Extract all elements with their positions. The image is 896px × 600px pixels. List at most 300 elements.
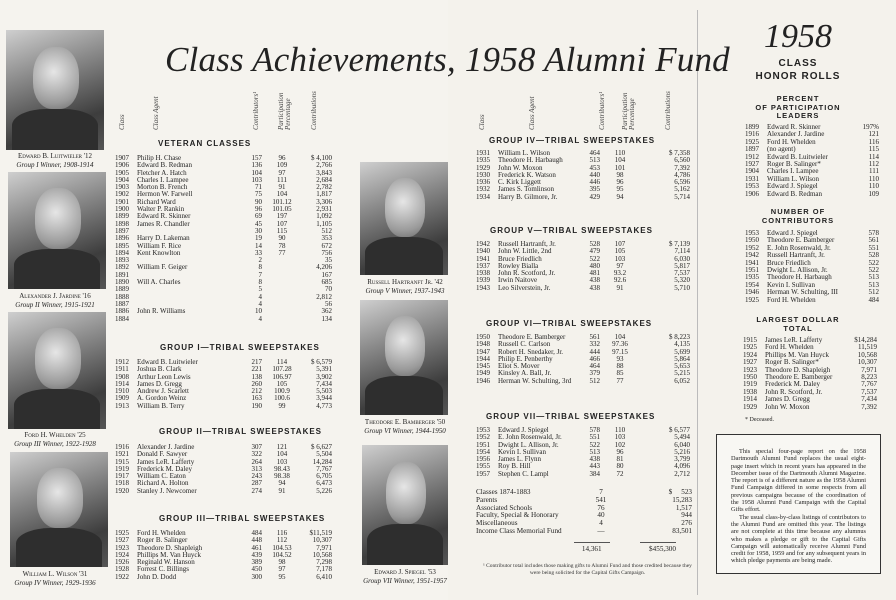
participation-pct: 107 <box>276 219 288 228</box>
class-agent: Edward B. Redman <box>137 161 193 170</box>
class-year: 1953 <box>745 182 759 191</box>
participation-pct: 98 <box>278 558 286 567</box>
class-year: 1950 <box>745 236 759 245</box>
contributions: 944 <box>681 511 692 520</box>
contributions: 7,298 <box>316 558 332 567</box>
class-year: 1884 <box>115 314 129 323</box>
col-header-contributors: Contributors¹ <box>598 91 606 130</box>
photo-caption: Edward B. Luitwieler '12 Group I Winner, 1908-1914 <box>16 152 94 169</box>
class-agent: Walter P. Rankin <box>137 205 185 214</box>
contributions: 5,503 <box>316 387 332 396</box>
contributions: 1,092 <box>316 212 332 221</box>
participation-pct: 77 <box>616 376 624 385</box>
section-heading-group4: GROUP IV—TRIBAL SWEEPSTAKES <box>489 136 656 145</box>
contributors: 217 <box>251 358 262 366</box>
class-year: 1911 <box>115 365 129 374</box>
class-agent: (no agent) <box>767 145 796 154</box>
class-agent: Fletcher A. Hatch <box>137 168 187 177</box>
col-header-contributions: Contributions <box>664 91 672 130</box>
class-agent: James S. Tomlinson <box>498 185 554 194</box>
class-year: 1927 <box>745 159 759 168</box>
class-agent: William F. Geiger <box>137 263 188 272</box>
class-agent: Frederick M. Daley <box>765 380 821 389</box>
contributions: 83,501 <box>672 526 692 535</box>
class-agent: James D. Gregg <box>137 379 182 388</box>
contributions: 6,052 <box>674 376 690 385</box>
class-year: 1946 <box>745 288 759 297</box>
participation-pct: 110 <box>614 149 626 157</box>
class-year: 1890 <box>115 278 129 287</box>
contributors: 7 <box>258 270 262 279</box>
class-year: 1951 <box>745 265 759 274</box>
photo-caption: Alexander J. Jardine '16 Group II Winner, 1915-1921 <box>15 292 95 309</box>
participation-pct: 103 <box>614 254 626 263</box>
contributors: 103 <box>251 175 262 184</box>
class-agent: Edward J. Spiegel <box>767 182 818 191</box>
table-row <box>115 488 332 495</box>
participation-pct: 105 <box>276 379 288 388</box>
class-year: 1914 <box>743 395 757 404</box>
participation-pct: 97.15 <box>612 347 628 356</box>
contributions: $11,519 <box>309 529 332 537</box>
participation-pct: 104.52 <box>272 550 292 559</box>
contributors: 8 <box>258 278 262 287</box>
class-agent: Charles I. Lampee <box>767 167 819 176</box>
class-year: 1946 <box>476 376 490 385</box>
class-agent: Charles I. Lampee <box>137 175 189 184</box>
contributions: $ 7,358 <box>669 149 690 157</box>
contributors: 10 <box>255 307 262 316</box>
class-year: 1947 <box>476 347 490 356</box>
value: 484 <box>868 295 879 304</box>
class-agent: Irwin Naitove <box>498 276 538 285</box>
contributions: 5,653 <box>674 362 690 371</box>
class-year: 1957 <box>476 469 490 478</box>
table-row <box>745 252 879 259</box>
contributors: 313 <box>251 464 262 473</box>
contributors: 481 <box>589 269 600 278</box>
class-agent: Bruce Friedlich <box>767 258 811 267</box>
contributions: $ 6,577 <box>669 426 690 434</box>
participation-pct: 101.05 <box>272 205 292 214</box>
participation-pct: 97 <box>278 565 286 574</box>
participation-pct: 97.36 <box>612 340 628 349</box>
honor-heading-line2: HONOR ROLLS <box>755 71 841 82</box>
participation-pct: 107 <box>614 240 626 248</box>
contributors: — <box>597 526 605 535</box>
class-agent: Eliot S. Mover <box>498 362 540 371</box>
class-agent: James LeR. Lafferty <box>765 336 823 344</box>
class-year: 1951 <box>476 440 490 449</box>
class-agent: E. John Rosenwald, Jr. <box>498 433 562 442</box>
contributors: 136 <box>251 161 262 170</box>
class-year: 1907 <box>115 154 129 162</box>
contributors: 522 <box>589 440 600 449</box>
contributors: 450 <box>251 565 262 574</box>
class-agent: Stanley J. Newcomer <box>137 486 197 495</box>
portrait-photo-jardine <box>8 172 106 289</box>
class-year: 1895 <box>115 241 129 250</box>
contributions: 7,434 <box>316 379 332 388</box>
class-year: 1927 <box>743 358 757 367</box>
class-agent: Arthur Leon Lewis <box>137 372 191 381</box>
participation-pct: 109 <box>276 161 288 170</box>
class-agent: Leo Silverstein, Jr. <box>498 283 551 292</box>
contributors: 480 <box>589 261 600 270</box>
honor-heading-line1: CLASS <box>778 58 818 69</box>
class-year: 1891 <box>115 270 129 279</box>
class-agent: Richard Ward <box>137 197 176 206</box>
photo-caption: Ford H. Whelden '25 Group III Winner, 1922-1928 <box>14 431 96 448</box>
class-agent: Reginald W. Hanson <box>137 558 195 567</box>
class-year: 1923 <box>115 543 129 552</box>
contributors: 461 <box>251 543 262 552</box>
contributors: 464 <box>589 362 600 371</box>
participation-pct: 114 <box>276 358 288 366</box>
class-agent: James LeR. Lafferty <box>137 457 195 466</box>
table-row <box>115 308 332 315</box>
contributions: 362 <box>321 307 332 316</box>
contributors: 264 <box>251 457 262 466</box>
heading-line: NUMBER OF <box>770 207 826 216</box>
class-agent: William F. Rice <box>137 241 182 250</box>
class-year: 1924 <box>115 550 129 559</box>
class-agent: Russell Hartranft, Jr. <box>767 251 825 260</box>
table-row <box>743 404 877 411</box>
spacer <box>621 520 646 528</box>
class-agent: Joshua B. Clark <box>137 365 182 374</box>
participation-pct: 93.2 <box>613 269 627 278</box>
class-year: 1953 <box>476 426 490 434</box>
class-year: 1925 <box>743 343 757 352</box>
contributors: 157 <box>251 154 262 162</box>
contributors: 440 <box>589 170 600 179</box>
class-agent: Stephen C. Lampl <box>498 469 549 478</box>
contributors: 40 <box>597 511 605 520</box>
source-label: Income Class Memorial Fund <box>476 526 562 535</box>
participation-pct: 81 <box>616 455 624 464</box>
class-agent <box>137 294 240 301</box>
contributors: 104 <box>251 168 262 177</box>
contributions: 7,114 <box>674 247 690 256</box>
class-year: 1915 <box>115 457 129 466</box>
class-year: 1953 <box>745 229 759 237</box>
class-year: 1949 <box>476 369 490 378</box>
class-year: 1938 <box>476 269 490 278</box>
class-agent: Ford H. Whelden <box>767 295 816 304</box>
value: 7,537 <box>861 387 877 396</box>
contributors: 513 <box>589 156 600 165</box>
contributors: 33 <box>255 248 262 257</box>
contributors: 332 <box>589 340 600 349</box>
contributors: 287 <box>251 479 262 488</box>
col-header-class: Class <box>478 114 486 130</box>
class-year: 1948 <box>476 340 490 349</box>
note-paragraph: This special four-page report on the 1958 Dartmouth Alumni Fund replaces the usual eight-page insert which in recent years has appeared in the December issue of the Dartmouth Alumni Magazine. The report is of a different nature as the 1958 Alumni Fund Campaign differed in some respects from all previous campaigns because of the coordination of the 1958 Alumni Fund Campaign with the Capital Gifts effort. <box>731 448 866 514</box>
participation-pct: 104 <box>276 190 288 199</box>
class-agent: William L. Wilson <box>498 149 550 157</box>
class-agent: John R. Scotford, Jr. <box>765 387 823 396</box>
heading-line: CONTRIBUTORS <box>761 215 835 225</box>
portrait-photo-hartranft <box>360 162 448 275</box>
contributors: 453 <box>589 163 600 172</box>
class-agent: Edward J. Spiegel <box>767 229 818 237</box>
value: 8,223 <box>861 372 877 381</box>
contributors: 4 <box>258 292 262 301</box>
participation-pct: 100.6 <box>274 394 290 403</box>
contributions: 5,699 <box>674 347 690 356</box>
class-year: 1905 <box>115 168 129 177</box>
contributors: 439 <box>251 550 262 559</box>
class-agent: Edward R. Skinner <box>137 212 191 221</box>
contributions: 6,560 <box>674 156 690 165</box>
contributions: 5,162 <box>674 185 690 194</box>
class-agent: Frederick K. Watson <box>498 170 556 179</box>
class-year: 1935 <box>476 156 490 165</box>
contributions: $ 6,579 <box>311 358 332 366</box>
class-agent: Alexander J. Jardine <box>137 443 195 451</box>
contributions: 70 <box>325 285 332 294</box>
contributions: 6,410 <box>316 572 332 581</box>
participation-pct <box>262 264 302 271</box>
class-agent: Harry D. Lakeman <box>137 234 190 243</box>
participation-pct: 121 <box>276 443 288 451</box>
class-year: 1898 <box>115 219 129 228</box>
contributors: 484 <box>251 529 262 537</box>
contributions: 5,391 <box>316 365 332 374</box>
contributors: 444 <box>589 347 600 356</box>
heading-line: PERCENT <box>776 94 820 103</box>
contributions: 6,596 <box>674 178 690 187</box>
contributors: 578 <box>589 426 600 434</box>
class-agent: Russell C. Carlson <box>498 340 551 349</box>
contributors: 551 <box>589 433 600 442</box>
participation-pct: 90 <box>278 234 286 243</box>
contributions: $ 8,223 <box>669 333 690 341</box>
table-row <box>476 489 692 497</box>
class-year: 1954 <box>476 447 490 456</box>
class-agent: Philip E. Penberthy <box>498 354 553 363</box>
class-year: 1887 <box>115 299 129 308</box>
table-row <box>743 389 877 396</box>
value: 111 <box>869 167 879 176</box>
class-year: 1922 <box>115 572 129 581</box>
source-label: Miscellaneous <box>476 519 518 528</box>
value: 110 <box>868 182 879 191</box>
contributions: 5,320 <box>674 276 690 285</box>
participation-pct: 97 <box>616 261 624 270</box>
section-heading-group5: GROUP V—TRIBAL SWEEPSTAKES <box>490 226 653 235</box>
contributors: 379 <box>589 369 600 378</box>
value: 7,971 <box>861 365 877 374</box>
contributions: 14,284 <box>312 457 332 466</box>
contributions: 7,537 <box>674 269 690 278</box>
class-agent: Roger B. Salinger <box>137 536 188 545</box>
contributions: 167 <box>321 270 332 279</box>
participation-pct <box>262 294 302 301</box>
class-agent: Theodore H. Harbaugh <box>498 156 563 165</box>
contributors: 561 <box>589 333 600 341</box>
class-agent: Richard A. Holton <box>137 479 189 488</box>
source-label: Associated Schools <box>476 503 533 512</box>
class-agent: Roger B. Salinger* <box>767 159 821 168</box>
participation-pct: 103 <box>614 433 626 442</box>
contributions: 3,843 <box>316 168 332 177</box>
value: 561 <box>868 236 879 245</box>
table-row <box>476 471 690 478</box>
contributions: 5,216 <box>674 447 690 456</box>
participation-pct: 104.53 <box>272 543 292 552</box>
contributors: 138 <box>251 372 262 381</box>
contributions: 685 <box>321 278 332 287</box>
dollar-heading <box>700 316 896 333</box>
contributors: 243 <box>251 472 262 481</box>
participation-pct <box>262 308 302 315</box>
participation-pct: 100.9 <box>274 387 290 396</box>
class-year: 1930 <box>476 170 490 179</box>
class-year: 1899 <box>115 212 129 221</box>
class-agent: Theodore E. Bamberger <box>767 236 835 245</box>
class-year: 1943 <box>476 283 490 292</box>
portrait-photo-luitwieler <box>6 30 104 150</box>
participation-pct: 98.43 <box>274 464 290 473</box>
class-agent: James R. Chandler <box>137 219 190 228</box>
contributors: 307 <box>251 443 262 451</box>
participation-pct: 101.12 <box>272 197 292 206</box>
contributions: 756 <box>321 248 332 257</box>
contributors: 300 <box>251 572 262 581</box>
portrait-photo-wilson <box>10 452 108 567</box>
class-year: 1941 <box>476 254 490 263</box>
class-agent: Ford H. Whelden <box>765 343 814 352</box>
class-agent: Herman W. Schulting, 3rd <box>498 376 572 385</box>
contributors: 4 <box>258 299 262 308</box>
class-agent: E. John Rosenwald, Jr. <box>767 243 831 252</box>
class-agent: Harry B. Gilmore, Jr. <box>498 192 558 201</box>
class-agent: Forrest C. Billings <box>137 565 189 574</box>
value: 551 <box>868 243 879 252</box>
contributions: 2,782 <box>316 183 332 192</box>
contributors: 163 <box>251 394 262 403</box>
column-divider <box>697 10 698 595</box>
table-row <box>745 191 879 198</box>
class-year: 1952 <box>476 433 490 442</box>
participation-pct: 112 <box>276 536 288 545</box>
heading-line: OF PARTICIPATION <box>755 102 841 112</box>
contributors: 466 <box>589 354 600 363</box>
participation-pct: 95 <box>616 185 624 194</box>
contributors: 19 <box>255 234 262 243</box>
spacer <box>621 512 646 520</box>
class-agent: John R. Williams <box>137 307 186 316</box>
value: 578 <box>868 229 879 237</box>
class-agent: William L. Wilson <box>767 174 819 183</box>
col-header-participation: Participation Percentage <box>277 92 292 130</box>
class-year: 1939 <box>476 276 490 285</box>
contributions: 10,568 <box>312 550 332 559</box>
contributors: 75 <box>255 190 262 199</box>
table-row <box>115 574 332 581</box>
class-agent: Kevin I. Sullivan <box>767 280 816 289</box>
class-agent: William C. Eaton <box>137 472 186 481</box>
contributions: 15,283 <box>672 495 692 504</box>
class-year: 1912 <box>745 152 759 161</box>
table-group4 <box>476 150 690 201</box>
participation-pct: 104 <box>276 450 288 459</box>
contributors: 190 <box>251 401 262 410</box>
participation-pct: 115 <box>276 226 288 235</box>
honor-year: 1958 <box>764 18 832 55</box>
class-year: 1940 <box>476 247 490 256</box>
value: 10,307 <box>857 358 877 367</box>
value: 11,519 <box>858 343 877 352</box>
total-contributions: $455,300 <box>649 545 676 553</box>
participation-pct <box>262 301 302 308</box>
spacer <box>621 489 646 497</box>
footnote: ¹ Contributor total includes those making gifts to Alumni Fund and those credited because they were being solicited for the Capital Gifts Campaign. <box>483 563 692 576</box>
report-note-box <box>716 434 881 574</box>
class-year: 1900 <box>115 205 129 214</box>
class-agent: C. Kirk Liggett <box>498 178 541 187</box>
contributors: 76 <box>597 503 605 512</box>
value: 116 <box>868 137 879 146</box>
contributions: 5,817 <box>674 261 690 270</box>
section-heading-group7: GROUP VII—TRIBAL SWEEPSTAKES <box>486 412 656 421</box>
contributors: 479 <box>589 247 600 256</box>
contributors: 2 <box>258 256 262 265</box>
contributions: 5,864 <box>674 354 690 363</box>
contributions: 672 <box>321 241 332 250</box>
table-group6 <box>476 334 690 385</box>
participation-pct: 102 <box>614 440 626 449</box>
participation-pct: 197 <box>276 212 288 221</box>
table-row <box>476 194 690 201</box>
class-agent: John W. Moxon <box>498 163 543 172</box>
participation-pct: 78 <box>278 241 286 250</box>
participation-pct: 96 <box>278 154 286 162</box>
class-year: 1921 <box>115 450 129 459</box>
class-agent: Dwight L. Allison, Jr. <box>498 440 559 449</box>
contributions: 7,392 <box>674 163 690 172</box>
table-row <box>115 316 332 323</box>
contributions: 7,767 <box>316 464 332 473</box>
table-row <box>743 396 877 403</box>
contributors: 513 <box>589 447 600 456</box>
source-label: Classes 1874-1883 <box>476 488 531 496</box>
contributions: 3,306 <box>316 197 332 206</box>
contributors: 522 <box>589 254 600 263</box>
class-year: 1918 <box>115 479 129 488</box>
participation-pct: 106.97 <box>272 372 292 381</box>
contributions: 2,684 <box>316 175 332 184</box>
class-agent: Russell Hartranft, Jr. <box>498 240 556 248</box>
value: 522 <box>868 258 879 267</box>
table-row <box>115 403 332 410</box>
class-agent: John R. Scotford, Jr. <box>498 269 556 278</box>
table-group1 <box>115 359 332 410</box>
value: 112 <box>868 159 879 168</box>
contributions: 6,473 <box>316 479 332 488</box>
table-other-sources <box>476 489 692 536</box>
value: 7,392 <box>861 402 877 411</box>
heading-line: LARGEST DOLLAR <box>756 315 840 324</box>
participation-pct: 105 <box>614 247 626 256</box>
class-agent: Ford H. Whelden <box>767 137 816 146</box>
class-year: 1917 <box>115 472 129 481</box>
portrait-photo-whelden <box>8 312 106 429</box>
column-headers-left <box>118 80 333 130</box>
contributors: 541 <box>595 495 607 504</box>
